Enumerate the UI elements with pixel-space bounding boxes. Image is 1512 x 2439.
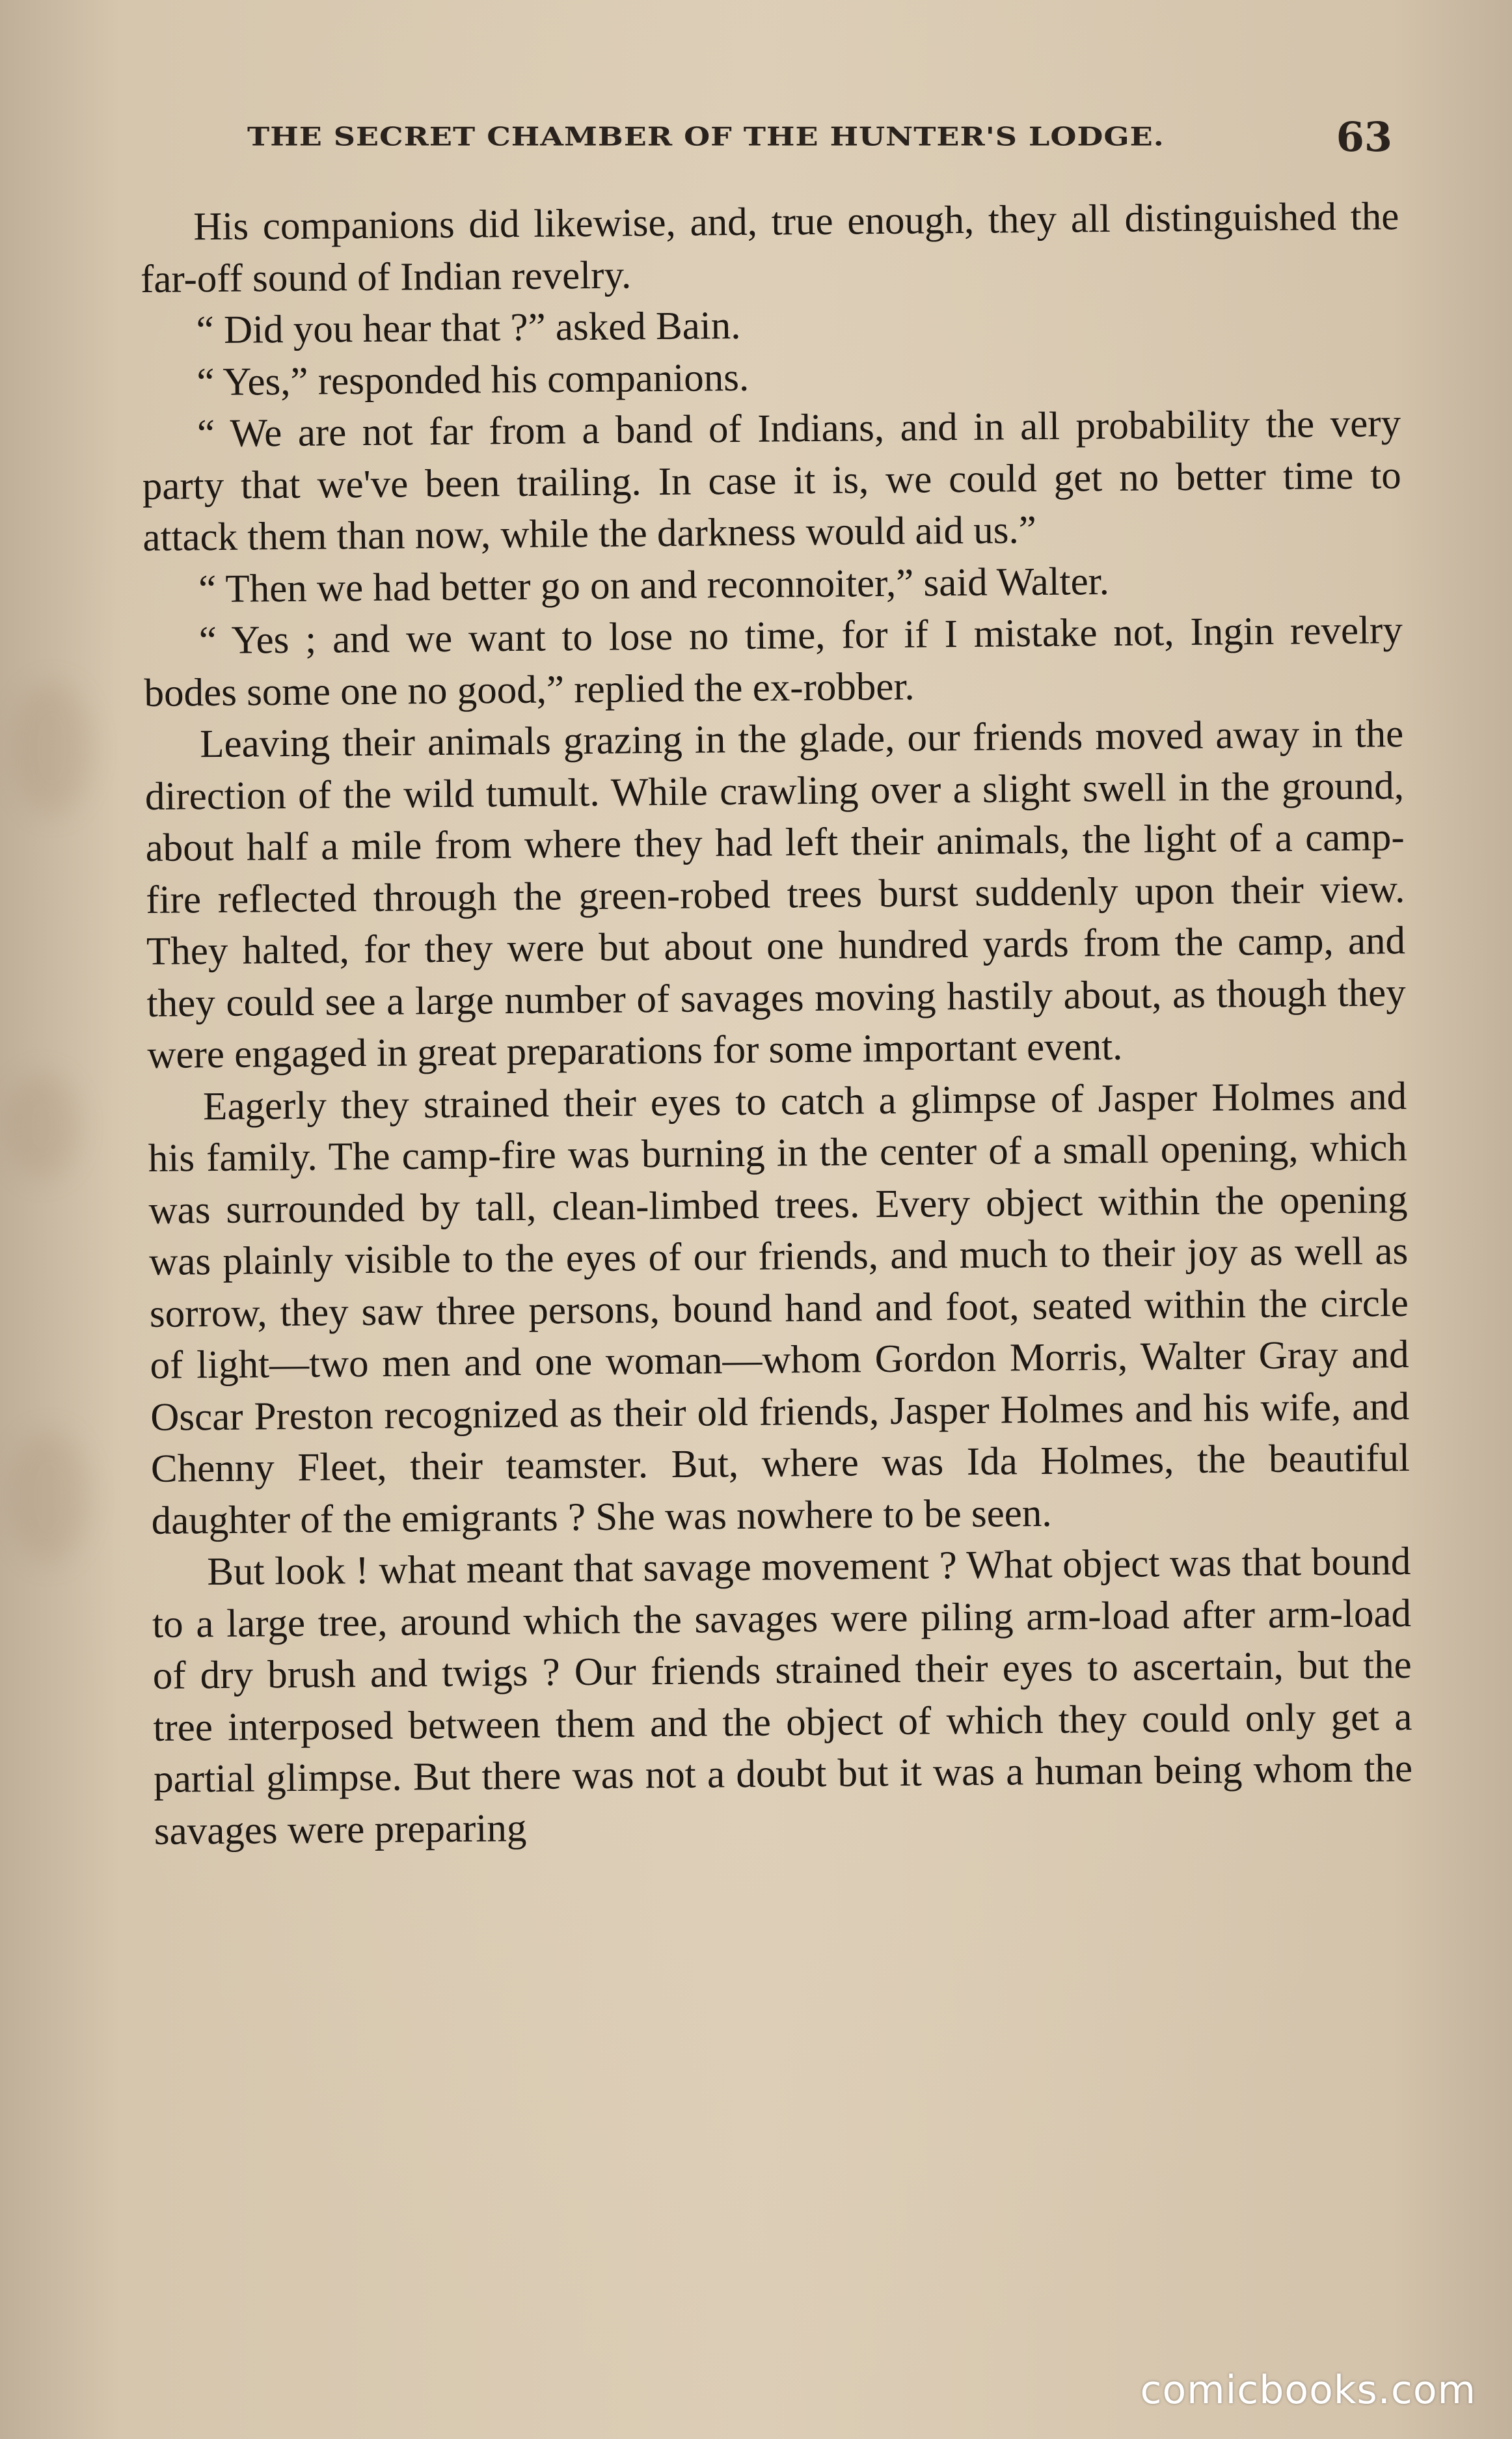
paragraph: Eagerly they strained their eyes to catch a glimpse of Jasper Holmes and his family. The camp-fire was burning in the center of a small opening, which was surrounded by tall, clean-limbed trees. Every object within the opening was plainly visible to the eyes of our friends, and much to their joy as well as sorrow, they saw three persons, bound hand and foot, seated within the circle of light—two men and one woman—whom Gordon Morris, Walter Gray and Oscar Preston recognized as their old friends, Jasper Holmes and his wife, and Chenny Fleet, their teamster. But, where was Ida Holmes, the beautiful daughter of the emigrants ? She was nowhere to be seen. [148, 1074, 1411, 1543]
page-stain [13, 683, 91, 813]
page-number: 63 [1336, 113, 1392, 161]
paragraph: But look ! what meant that savage movement ? What object was that bound to a large tree, around which the savages were piling arm-load after arm-load of dry brush and twigs ? Our friends strained their eyes to ascertain, but the tree interposed between them and the object of which they could only get a partial glimpse. But there was not a doubt but it was a human being whom the savages were preparing [152, 1540, 1413, 1853]
paragraph: “ Did you hear that ?” asked Bain. [196, 303, 741, 353]
paragraph: “ We are not far from a band of Indians, and in all probability the very party that we've been trailing. In case it is, we could get no better time to attack them than now, while the darkness would aid us.” [142, 402, 1402, 560]
paragraph: “ Yes ; and we want to lose no time, for if I mistake not, Ingin revelry bodes some one no good,” replied the ex-robber. [144, 608, 1403, 715]
page-stain [7, 1074, 78, 1178]
site-watermark: comicbooks.com [1140, 2367, 1476, 2413]
body-text [140, 191, 1413, 1857]
paragraph: “ Yes,” responded his companions. [196, 355, 749, 404]
paragraph: Leaving their animals grazing in the glade, our friends moved away in the direction of the wild tumult. While crawling over a slight swell in the ground, about half a mile from where they had left their animals, the light of a camp-fire reflected through the green-robed trees burst suddenly upon their view. They halted, for they were but about one hundred yards from the camp, and they could see a large number of savages moving hastily about, as though they were engaged in great preparations for some important event. [144, 712, 1406, 1077]
running-head: THE SECRET CHAMBER OF THE HUNTER'S LODGE. [247, 122, 1165, 152]
paragraph: His companions did likewise, and, true enough, they all distinguished the far-off sound of Indian revelry. [140, 195, 1399, 301]
page-stain [10, 1432, 88, 1562]
page-header [247, 104, 1392, 169]
paragraph: “ Then we had better go on and reconnoiter,” said Walter. [198, 559, 1110, 611]
